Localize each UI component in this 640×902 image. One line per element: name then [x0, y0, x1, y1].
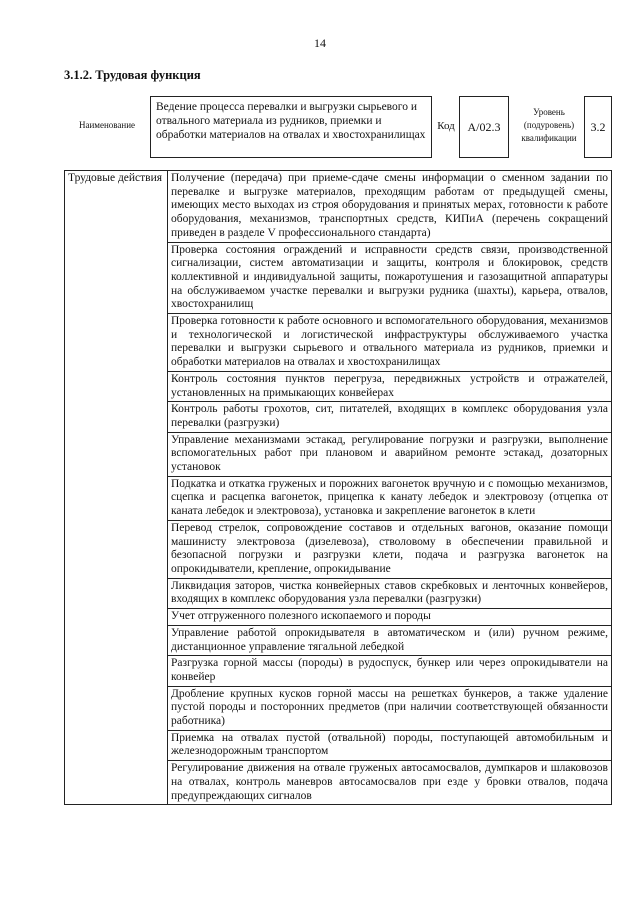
labor-action-item: Контроль состояния пунктов перегруза, передвижных устройств и отражателей, установленных на примыкающих конвейерах: [168, 371, 612, 401]
table-row: [65, 171, 612, 243]
section-title: 3.1.2. Трудовая функция: [64, 68, 201, 82]
labor-action-item: Подкатка и откатка груженых и порожних вагонеток вручную и с помощью механизмов, сцепка и расцепка вагонеток, прицепка к канату лебедок и электровозу (отцепка от каната лебедок и электровоза), установка и закрепление вагонеток в клети: [168, 476, 612, 520]
labor-action-item: Учет отгруженного полезного ископаемого и породы: [168, 609, 612, 626]
labor-action-item: Контроль работы грохотов, сит, питателей, входящих в комплекс оборудования узла перевалки (разгрузки): [168, 402, 612, 432]
labor-action-item: Регулирование движения на отвале груженых автосамосвалов, думпкаров и шлаковозов на отвалах, контроль маневров автосамосвалов при езде у бровки отвалов, подача предупреждающих сигналов: [168, 761, 612, 805]
labor-action-item: Проверка готовности к работе основного и вспомогательного оборудования, механизмов и технологической и логистической инфраструктуры обслуживаемого участка перевалки и выгрузки сырьевого и отвального материала из рудников, приемки и обработки материалов на отвалах и хвостохранилищах: [168, 314, 612, 372]
labor-actions-label: Трудовые действия: [65, 171, 168, 805]
qualification-level-box: 3.2: [584, 96, 612, 158]
labor-action-item: Управление работой опрокидывателя в автоматическом и (или) ручном режиме, дистанционное управление тягальной лебедкой: [168, 625, 612, 655]
name-value-box: Ведение процесса перевалки и выгрузки сырьевого и отвального материала из рудников, приемки и обработки материалов на отвалах и хвостохранилищах: [150, 96, 432, 158]
labor-action-item: Разгрузка горной массы (породы) в рудоспуск, бункер или через опрокидыватели на конвейер: [168, 656, 612, 686]
function-header: [64, 96, 612, 158]
labor-action-item: Получение (передача) при приеме-сдаче смены информации о сменном задании по перевалке и выгрузке материалов, преходящим работам от предыдущей смены, имеющих место выходах из строя оборудования и принятых мерах, готовности к работе оборудования, механизмов, транспортных средств, КИПиА (перечень сокращений приведен в разделе V профессионального стандарта): [168, 171, 612, 243]
name-label: Наименование: [78, 120, 136, 130]
labor-action-item: Проверка состояния ограждений и исправности средств связи, производственной сигнализации, систем автоматизации и защиты, контроля и блокировок, средств коллективной и индивидуальной защиты, пожаротушения и газозащитной аппаратуры на обслуживаемом участке перевалки и выгрузки рудника (шахты), карьера, отвалов, хвостохранилищ: [168, 242, 612, 314]
page-number: 14: [314, 36, 326, 50]
labor-action-item: Приемка на отвалах пустой (отвальной) породы, поступающей автомобильным и железнодорожным транспортом: [168, 730, 612, 760]
qualification-level-label: Уровень (подуровень) квалификации: [521, 107, 577, 143]
labor-action-item: Управление механизмами эстакад, регулирование погрузки и разгрузки, выполнение вспомогательных работ при плановом и аварийном ремонте эстакад, дозаторных установок: [168, 432, 612, 476]
code-value-box: А/02.3: [459, 96, 509, 158]
labor-actions-table: [64, 170, 612, 805]
labor-action-item: Перевод стрелок, сопровождение составов и отдельных вагонов, оказание помощи машинисту электровоза (дизелевоза), стволовому в обеспечении правильной и безопасной погрузки и разгрузки клети, подача и разгрузка вагонеток на опрокидыватели, крепление, опрокидывание: [168, 520, 612, 578]
code-label: Код: [437, 120, 455, 132]
labor-action-item: Ликвидация заторов, чистка конвейерных ставов скребковых и ленточных конвейеров, входящих в комплекс оборудования узла перевалки (разгрузки): [168, 578, 612, 608]
labor-action-item: Дробление крупных кусков горной массы на решетках бункеров, а также удаление пустой породы и посторонних предметов (при наличии соответствующей обязанности работника): [168, 686, 612, 730]
